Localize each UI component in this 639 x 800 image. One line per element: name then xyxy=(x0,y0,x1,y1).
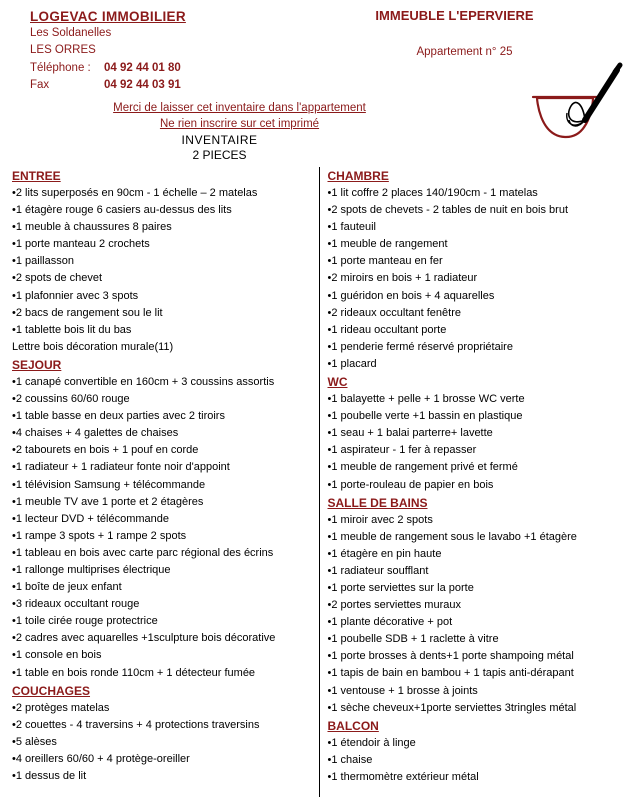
inventory-item: •1 lecteur DVD + télécommande xyxy=(12,512,170,525)
inventory-item: •1 porte manteau en fer xyxy=(327,255,443,268)
agency-address-line2: LES ORRES xyxy=(30,43,96,56)
inventory-item: •2 portes serviettes muraux xyxy=(327,599,461,612)
inventory-item: •2 spots de chevet xyxy=(12,272,103,285)
inventory-item: •1 télévision Samsung + télécommande xyxy=(12,478,206,491)
inventory-item: •1 canapé convertible en 160cm + 3 coussins assortis xyxy=(12,375,275,388)
inventory-item: •2 couettes - 4 traversins + 4 protections traversins xyxy=(12,718,260,731)
inventory-item: •1 ventouse + 1 brosse à joints xyxy=(327,684,478,697)
inventory-item: •1 meuble à chaussures 8 paires xyxy=(12,221,172,234)
inventory-item: •1 rampe 3 spots + 1 rampe 2 spots xyxy=(12,529,187,542)
company-name: LOGEVAC IMMOBILIER xyxy=(30,9,186,24)
building-name: IMMEUBLE L'EPERVIERE xyxy=(375,8,534,23)
inventory-item: •1 porte manteau 2 crochets xyxy=(12,238,150,251)
inventory-item: •1 rallonge multiprises électrique xyxy=(12,563,171,576)
inventory-item: •3 rideaux occultant rouge xyxy=(12,598,140,611)
inventory-item: •1 étendoir à linge xyxy=(327,736,416,749)
inventory-item: •1 meuble TV ave 1 porte et 2 étagères xyxy=(12,495,204,508)
inventory-title: INVENTAIRE xyxy=(181,133,258,147)
inventory-column-right xyxy=(320,167,632,797)
inventory-item: •1 poubelle verte +1 bassin en plastique xyxy=(327,410,523,423)
inventory-item: •2 lits superposés en 90cm - 1 échelle – 2 matelas xyxy=(12,187,258,199)
inventory-item: Lettre bois décoration murale(11) xyxy=(12,340,174,353)
inventory-item: •2 tabourets en bois + 1 pouf en corde xyxy=(12,444,199,457)
inventory-item: •1 dessus de lit xyxy=(12,770,87,782)
inventory-item: •1 console en bois xyxy=(12,649,102,662)
inventory-item: •1 plante décorative + pot xyxy=(327,616,453,629)
phone-value: 04 92 44 01 80 xyxy=(104,62,181,74)
inventory-columns xyxy=(8,167,631,797)
inventory-item: •1 lit coffre 2 places 140/190cm - 1 matelas xyxy=(327,187,538,199)
inventory-item: •1 radiateur + 1 radiateur fonte noir d'appoint xyxy=(12,461,230,474)
inventory-item: •1 sèche cheveux+1porte serviettes 3tringles métal xyxy=(327,701,577,714)
inventory-item: •2 protèges matelas xyxy=(12,701,110,714)
inventory-item: •1 toile cirée rouge protectrice xyxy=(12,615,158,628)
inventory-item: •1 aspirateur - 1 fer à repasser xyxy=(327,444,477,457)
apartment-number: Appartement n° 25 xyxy=(416,46,513,58)
inventory-item: •2 miroirs en bois + 1 radiateur xyxy=(327,272,478,285)
fax-label: Fax xyxy=(30,79,50,91)
inventory-item: •1 plafonnier avec 3 spots xyxy=(12,289,139,302)
inventory-item: •1 seau + 1 balai parterre+ lavette xyxy=(327,427,493,440)
inventory-item: •2 spots de chevets - 2 tables de nuit en bois brut xyxy=(327,204,568,217)
inventory-item: •2 rideaux occultant fenêtre xyxy=(327,306,461,319)
inventory-item: •1 thermomètre extérieur métal xyxy=(327,770,479,783)
inventory-item: •1 boîte de jeux enfant xyxy=(12,581,122,594)
inventory-item: •5 alèses xyxy=(12,735,57,748)
inventory-item: •1 chaise xyxy=(327,753,373,766)
inventory-item: •1 meuble de rangement xyxy=(327,238,448,251)
inventory-item: •1 tablette bois lit du bas xyxy=(12,323,132,336)
agency-block xyxy=(8,6,338,94)
section-heading: BALCON xyxy=(327,718,379,733)
inventory-item: •1 meuble de rangement sous le lavabo +1 étagère xyxy=(327,530,577,543)
inventory-item: •1 étagère rouge 6 casiers au-dessus des lits xyxy=(12,204,232,217)
section-heading: SEJOUR xyxy=(12,357,62,372)
inventory-item: •1 meuble de rangement privé et fermé xyxy=(327,461,518,474)
inventory-item: •1 tableau en bois avec carte parc régional des écrins xyxy=(12,546,274,559)
inventory-item: •4 chaises + 4 galettes de chaises xyxy=(12,427,179,440)
section-heading: ENTREE xyxy=(12,169,61,183)
inventory-item: •2 cadres avec aquarelles +1sculpture bois décorative xyxy=(12,632,276,645)
inventory-item: •1 table en bois ronde 110cm + 1 détecteur fumée xyxy=(12,666,256,679)
inventory-item: •1 rideau occultant porte xyxy=(327,323,447,336)
fax-value: 04 92 44 03 91 xyxy=(104,79,181,91)
inventory-item: •1 fauteuil xyxy=(327,221,376,234)
inventory-item: •1 guéridon en bois + 4 aquarelles xyxy=(327,289,495,302)
inventory-column-left xyxy=(8,167,320,797)
inventory-item: •1 étagère en pin haute xyxy=(327,547,442,560)
inventory-item: •1 balayette + pelle + 1 brosse WC verte xyxy=(327,393,525,406)
agency-phone-row xyxy=(30,60,338,77)
document-header xyxy=(8,6,631,94)
section-heading: SALLE DE BAINS xyxy=(327,495,428,510)
notice-line-2: Ne rien inscrire sur cet imprimé xyxy=(159,118,320,130)
inventory-item: •1 porte-rouleau de papier en bois xyxy=(327,478,494,491)
inventory-item: •4 oreillers 60/60 + 4 protège-oreiller xyxy=(12,752,190,765)
whisk-bowl-illustration xyxy=(527,58,623,144)
inventory-item: •1 table basse en deux parties avec 2 tiroirs xyxy=(12,410,225,423)
phone-label: Téléphone : xyxy=(30,62,91,74)
section-heading: CHAMBRE xyxy=(327,169,389,183)
inventory-item: •1 porte brosses à dents+1 porte shampoing métal xyxy=(327,650,574,663)
inventory-item: •1 radiateur soufflant xyxy=(327,564,429,577)
agency-fax-row xyxy=(30,77,338,94)
section-heading: COUCHAGES xyxy=(12,683,91,698)
section-heading: WC xyxy=(327,375,348,390)
inventory-item: •2 bacs de rangement sou le lit xyxy=(12,306,163,319)
inventory-item: •1 miroir avec 2 spots xyxy=(327,513,433,526)
inventory-item: •1 tapis de bain en bambou + 1 tapis anti-dérapant xyxy=(327,667,574,680)
inventory-item: •1 paillasson xyxy=(12,255,74,268)
inventory-item: •1 poubelle SDB + 1 raclette à vitre xyxy=(327,633,499,646)
inventory-item: •1 porte serviettes sur la porte xyxy=(327,581,474,594)
inventory-subtitle: 2 PIECES xyxy=(192,148,247,162)
inventory-item: •2 coussins 60/60 rouge xyxy=(12,393,130,406)
inventory-item: •1 placard xyxy=(327,357,377,370)
notice-line-1: Merci de laisser cet inventaire dans l'appartement xyxy=(113,102,366,114)
inventory-item: •1 penderie fermé réservé propriétaire xyxy=(327,340,513,353)
agency-address-line1: Les Soldanelles xyxy=(30,27,112,39)
